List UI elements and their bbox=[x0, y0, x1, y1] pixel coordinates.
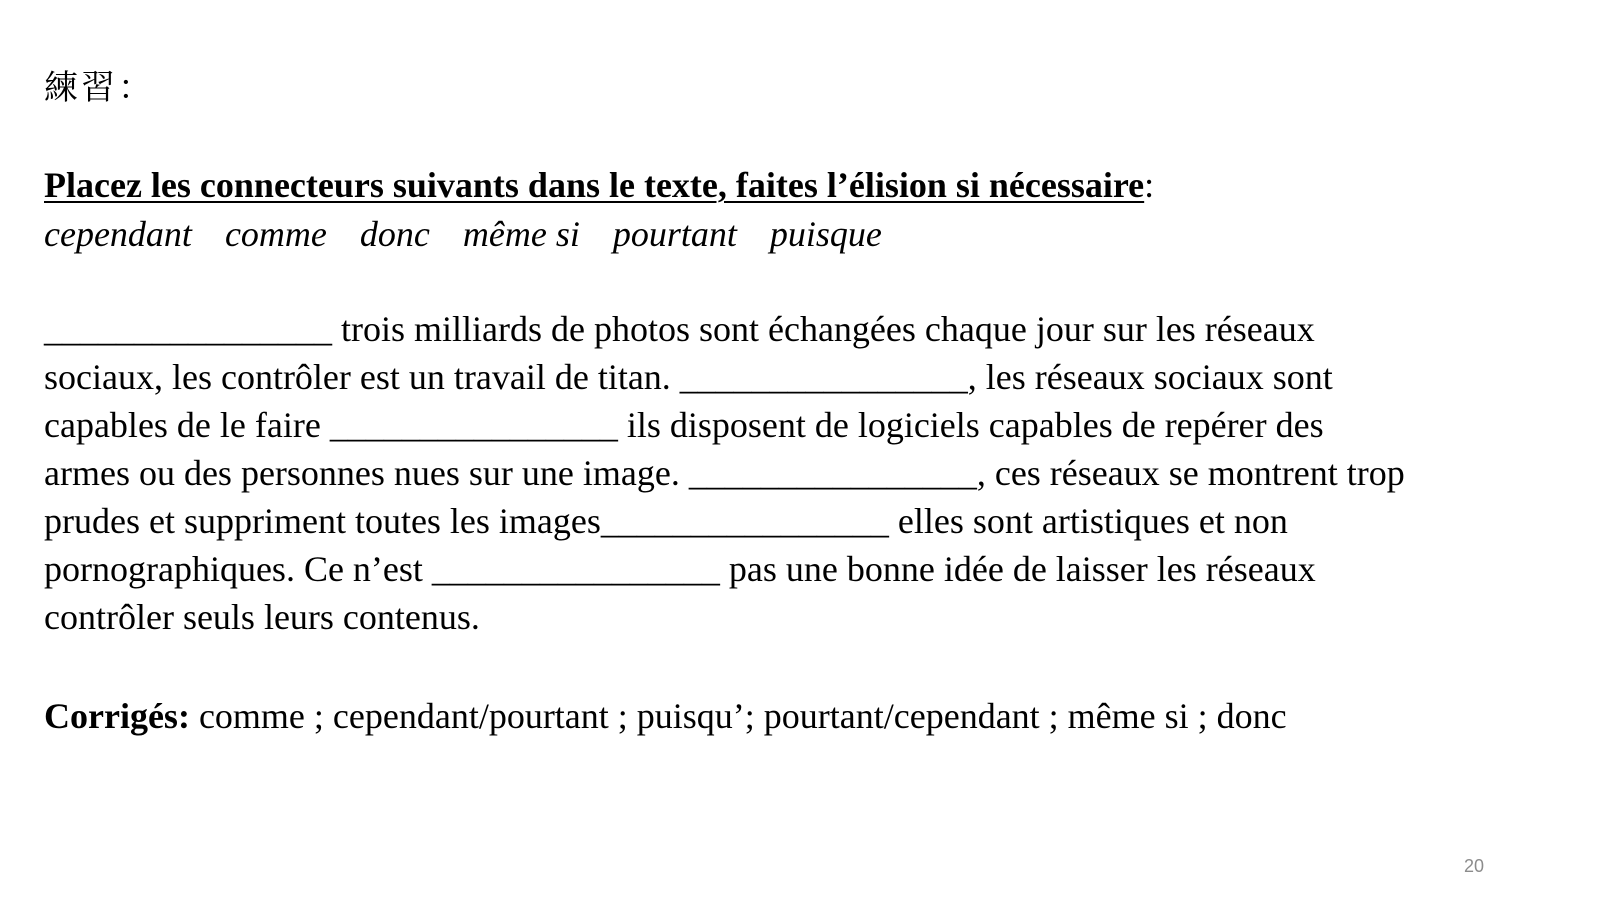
connector-word: puisque bbox=[769, 214, 882, 254]
paragraph-line: pornographiques. Ce n’est ________________ pas une bonne idée de laisser les réseaux bbox=[44, 549, 1316, 589]
paragraph-line: capables de le faire ________________ ils disposent de logiciels capables de repérer des bbox=[44, 405, 1324, 445]
paragraph-line: sociaux, les contrôler est un travail de titan. ________________, les réseaux sociaux sont bbox=[44, 357, 1333, 397]
connector-word: pourtant bbox=[612, 214, 737, 254]
connector-word: donc bbox=[359, 214, 430, 254]
exercise-heading: 練習： bbox=[44, 68, 155, 108]
paragraph-line: contrôler seuls leurs contenus. bbox=[44, 597, 480, 637]
answer-key bbox=[44, 692, 1287, 740]
connector-word: comme bbox=[224, 214, 327, 254]
instruction bbox=[44, 161, 1154, 209]
answer-key-text: comme ; cependant/pourtant ; puisqu’; pourtant/cependant ; même si ; donc bbox=[189, 696, 1287, 736]
page-number: 20 bbox=[1464, 856, 1485, 876]
connector-word: même si bbox=[462, 214, 580, 254]
answer-key-label: Corrigés: bbox=[44, 696, 190, 736]
instruction-text: Placez les connecteurs suivants dans le texte, faites l’élision si nécessaire bbox=[44, 165, 1145, 205]
paragraph-line: armes ou des personnes nues sur une image. ________________, ces réseaux se montrent trop bbox=[44, 453, 1405, 493]
connector-word: cependant bbox=[44, 214, 192, 254]
instruction-colon: : bbox=[1144, 165, 1155, 205]
connector-list bbox=[44, 210, 906, 258]
paragraph-line: ________________ trois milliards de photos sont échangées chaque jour sur les réseaux bbox=[44, 309, 1315, 349]
paragraph-line: prudes et suppriment toutes les images________________ elles sont artistiques et non bbox=[44, 501, 1288, 541]
